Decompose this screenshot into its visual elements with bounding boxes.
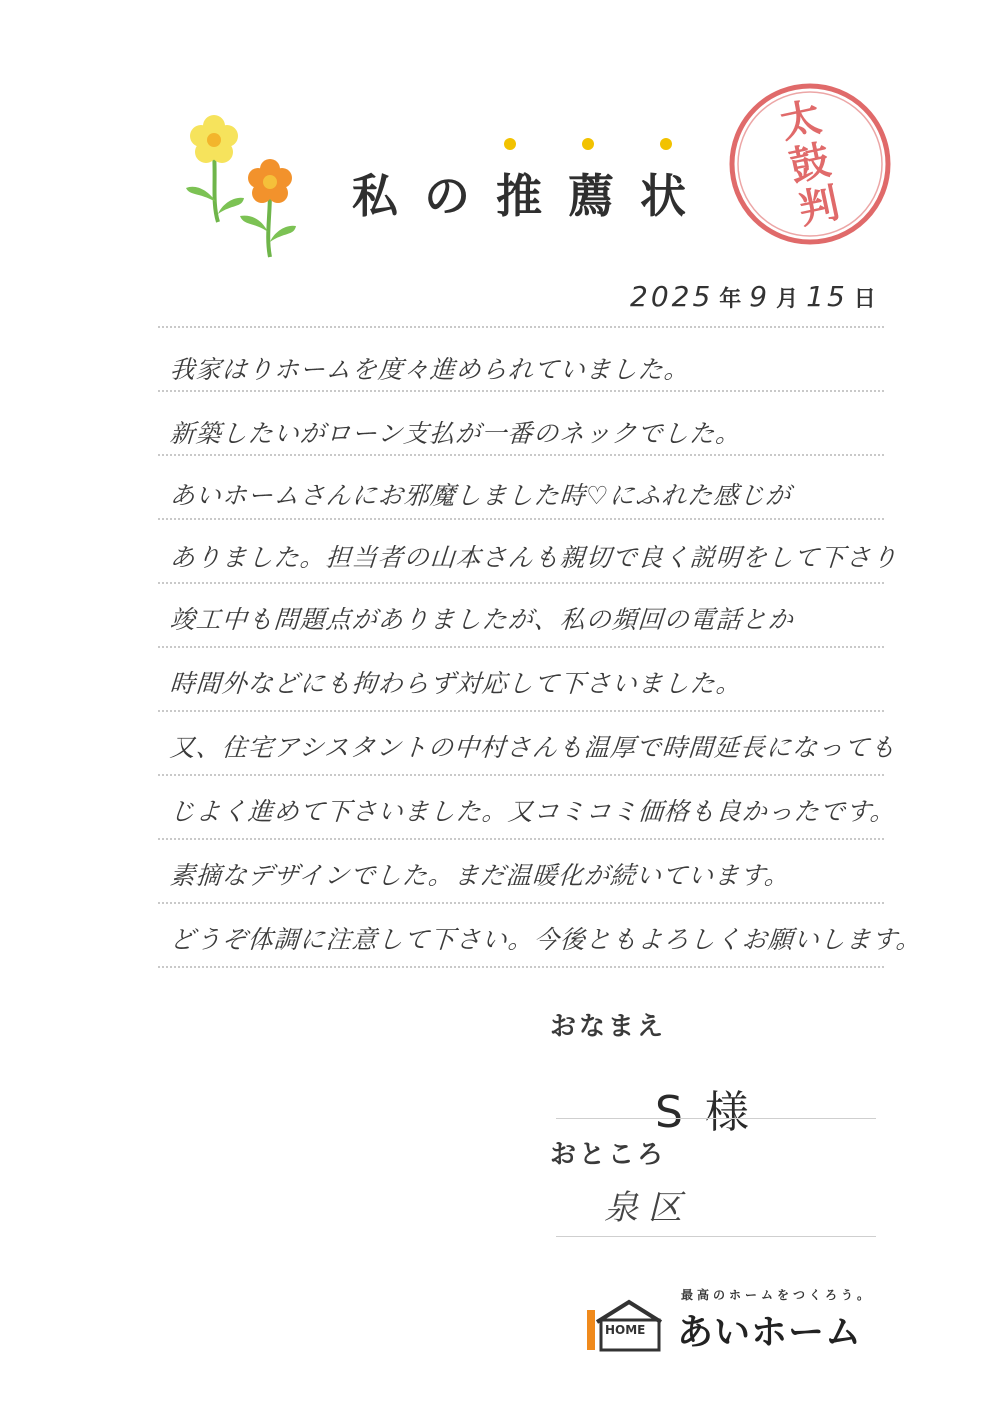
date-month: 9	[749, 280, 771, 313]
ruled-line	[158, 326, 884, 328]
name-underline	[556, 1118, 876, 1119]
logo-home-text: HOME	[605, 1323, 646, 1337]
ruled-line	[158, 838, 884, 840]
date-year-unit: 年	[719, 287, 742, 312]
ruled-line	[158, 454, 884, 456]
ruled-line	[158, 518, 884, 520]
name-value: S 様	[655, 1087, 753, 1138]
ruled-line	[158, 710, 884, 712]
address-underline	[556, 1236, 876, 1237]
address-value: 泉区	[604, 1188, 692, 1228]
ai-home-logo	[585, 1286, 874, 1356]
stamp-char-3: 判	[794, 179, 844, 234]
stamp-text	[713, 67, 908, 262]
stamp-char-1: 太	[776, 93, 826, 148]
ruled-line	[158, 582, 884, 584]
ruled-line	[158, 390, 884, 392]
letter-line-3: あいホームさんにお邪魔しました時♡にふれた感じが	[168, 481, 793, 510]
ruled-line	[158, 774, 884, 776]
taikoban-stamp	[728, 82, 892, 246]
letter-line-6: 時間外などにも拘わらず対応して下さいました。	[168, 669, 743, 698]
date-month-unit: 月	[776, 287, 799, 312]
ruled-line	[158, 902, 884, 904]
letter-line-9: 素摘なデザインでした。まだ温暖化が続いています。	[168, 861, 792, 890]
ruled-line	[158, 646, 884, 648]
logo-name: あいホーム	[677, 1312, 863, 1353]
title-dots	[500, 138, 680, 154]
letter-line-5: 竣工中も問題点がありましたが、私の頻回の電話とか	[168, 605, 795, 634]
ruled-line	[158, 966, 884, 968]
date-day: 15	[806, 280, 848, 313]
letter-line-4: ありました。担当者の山本さんも親切で良く説明をして下さり	[168, 543, 899, 572]
date-year: 2025	[630, 280, 714, 313]
name-label: おなまえ	[550, 1012, 667, 1042]
flower-illustration	[178, 112, 308, 262]
stamp-char-2: 鼓	[785, 136, 835, 191]
letter-line-7: 又、住宅アシスタントの中村さんも温厚で時間延長になっても	[168, 733, 898, 762]
letter-date	[630, 280, 884, 313]
letter-line-10: どうぞ体調に注意して下さい。今後ともよろしくお願いします。	[168, 925, 923, 954]
letter-line-2: 新築したいがローン支払が一番のネックでした。	[168, 419, 743, 448]
logo-tagline: 最高のホームをつくろう。	[681, 1288, 874, 1302]
date-day-unit: 日	[853, 287, 876, 312]
address-label: おところ	[550, 1140, 667, 1170]
letter-body	[158, 320, 923, 970]
page-title: 私の推薦状	[352, 169, 712, 223]
letter-line-8: じよく進めて下さいました。又コミコミ価格も良かったです。	[168, 797, 897, 826]
letter-line-1: 我家はりホームを度々進められていました。	[168, 355, 691, 384]
